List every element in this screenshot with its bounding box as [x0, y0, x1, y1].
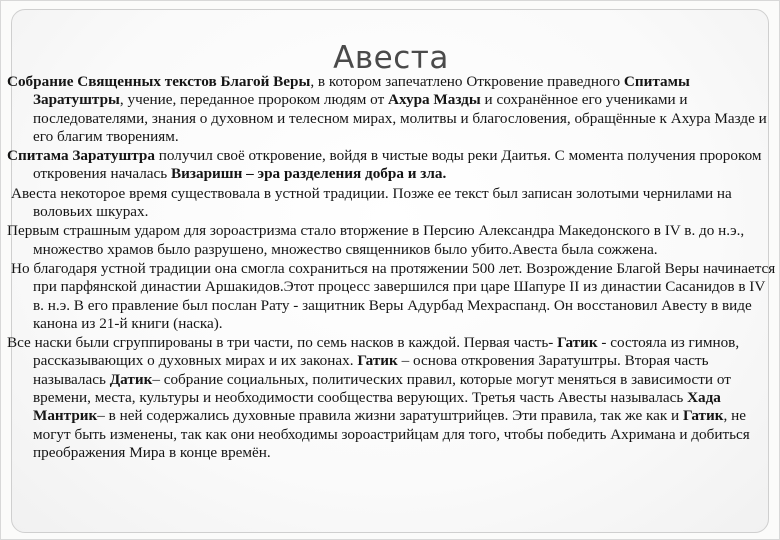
text-segment: – собрание социальных, политических правил, которые могут меняться в зависимости от времени, места, культуры и необходимости сообщества верующих. Третья часть Авесты называлась: [33, 370, 731, 407]
bold-term: Ахура Мазды: [388, 91, 481, 109]
bold-term: Спитама Заратуштра: [7, 147, 155, 165]
bold-term: Гатик: [557, 334, 598, 352]
text-segment: , в котором запечатлено Откровение праведного: [310, 73, 624, 90]
text-segment: Но благодаря устной традиции она смогла сохраниться на протяжении 500 лет. Возрождение Благой Веры начинается при парфянской династии Аршакидов.Этот процесс завершился при царе Шапуре II из династии Сасанидов в IV в. н.э. В его правление был послан Рату - защитник Веры Адурбад Мехраспанд. Он восстановил Авесту в виде канона из 21-й книги (наска).: [11, 259, 776, 332]
text-segment: , не могут быть изменены, так как они необходимы зороастрийцам для того, чтобы победить Ахримана и добиться преображения Мира в конце времён.: [33, 407, 750, 461]
slide-title: Авеста: [333, 39, 449, 76]
bold-term: Гатик: [357, 352, 398, 370]
text-segment: – основа откровения Заратуштры. Вторая часть называлась: [33, 352, 709, 388]
slide-body-text: [7, 73, 777, 463]
text-segment: , учение, переданное пророком людям от: [119, 91, 389, 109]
text-segment: Первым страшным ударом для зороастризма стало вторжение в Персию Александра Македонского в IV в. до н.э., множество храмов было разрушено, множество священников было убито.Авеста была сожжена.: [7, 222, 745, 258]
text-segment: Авеста некоторое время существовала в устной традиции. Позже ее текст был записан золотыми чернилами на воловьих шкурах.: [11, 184, 732, 221]
paragraph: [7, 185, 777, 222]
paragraph: [7, 147, 777, 184]
paragraph: [7, 334, 777, 462]
text-segment: и сохранённое его учениками и последователями, знания о духовном и телесном мирах, молитвы и благословения, обращённые к Ахура Мазде и его благим творениям.: [33, 91, 767, 145]
paragraph: [7, 222, 777, 259]
text-segment: получил своё откровение, войдя в чистые воды реки Даитья. С момента получения пророком откровения началась: [33, 147, 762, 183]
bold-term: Гатик: [683, 407, 724, 425]
bold-term: Датик: [109, 370, 153, 388]
bold-term: Собрание Священных текстов Благой Веры: [7, 73, 311, 90]
bold-term: Визаришн – эра разделения добра и зла.: [171, 165, 447, 183]
bold-term: Хада Мантрик: [33, 389, 721, 425]
text-segment: – в ней содержались духовные правила жизни заратуштрийцев. Эти правила, так же как и: [97, 407, 683, 425]
paragraph: [7, 73, 777, 146]
paragraph: [7, 260, 777, 333]
bold-term: Спитамы Заратуштры: [33, 73, 690, 109]
text-segment: - состояла из гимнов, рассказывающих о духовных мирах и их законах.: [33, 334, 740, 370]
text-segment: Все наски были сгруппированы в три части, по семь насков в каждой. Первая часть-: [7, 334, 558, 352]
